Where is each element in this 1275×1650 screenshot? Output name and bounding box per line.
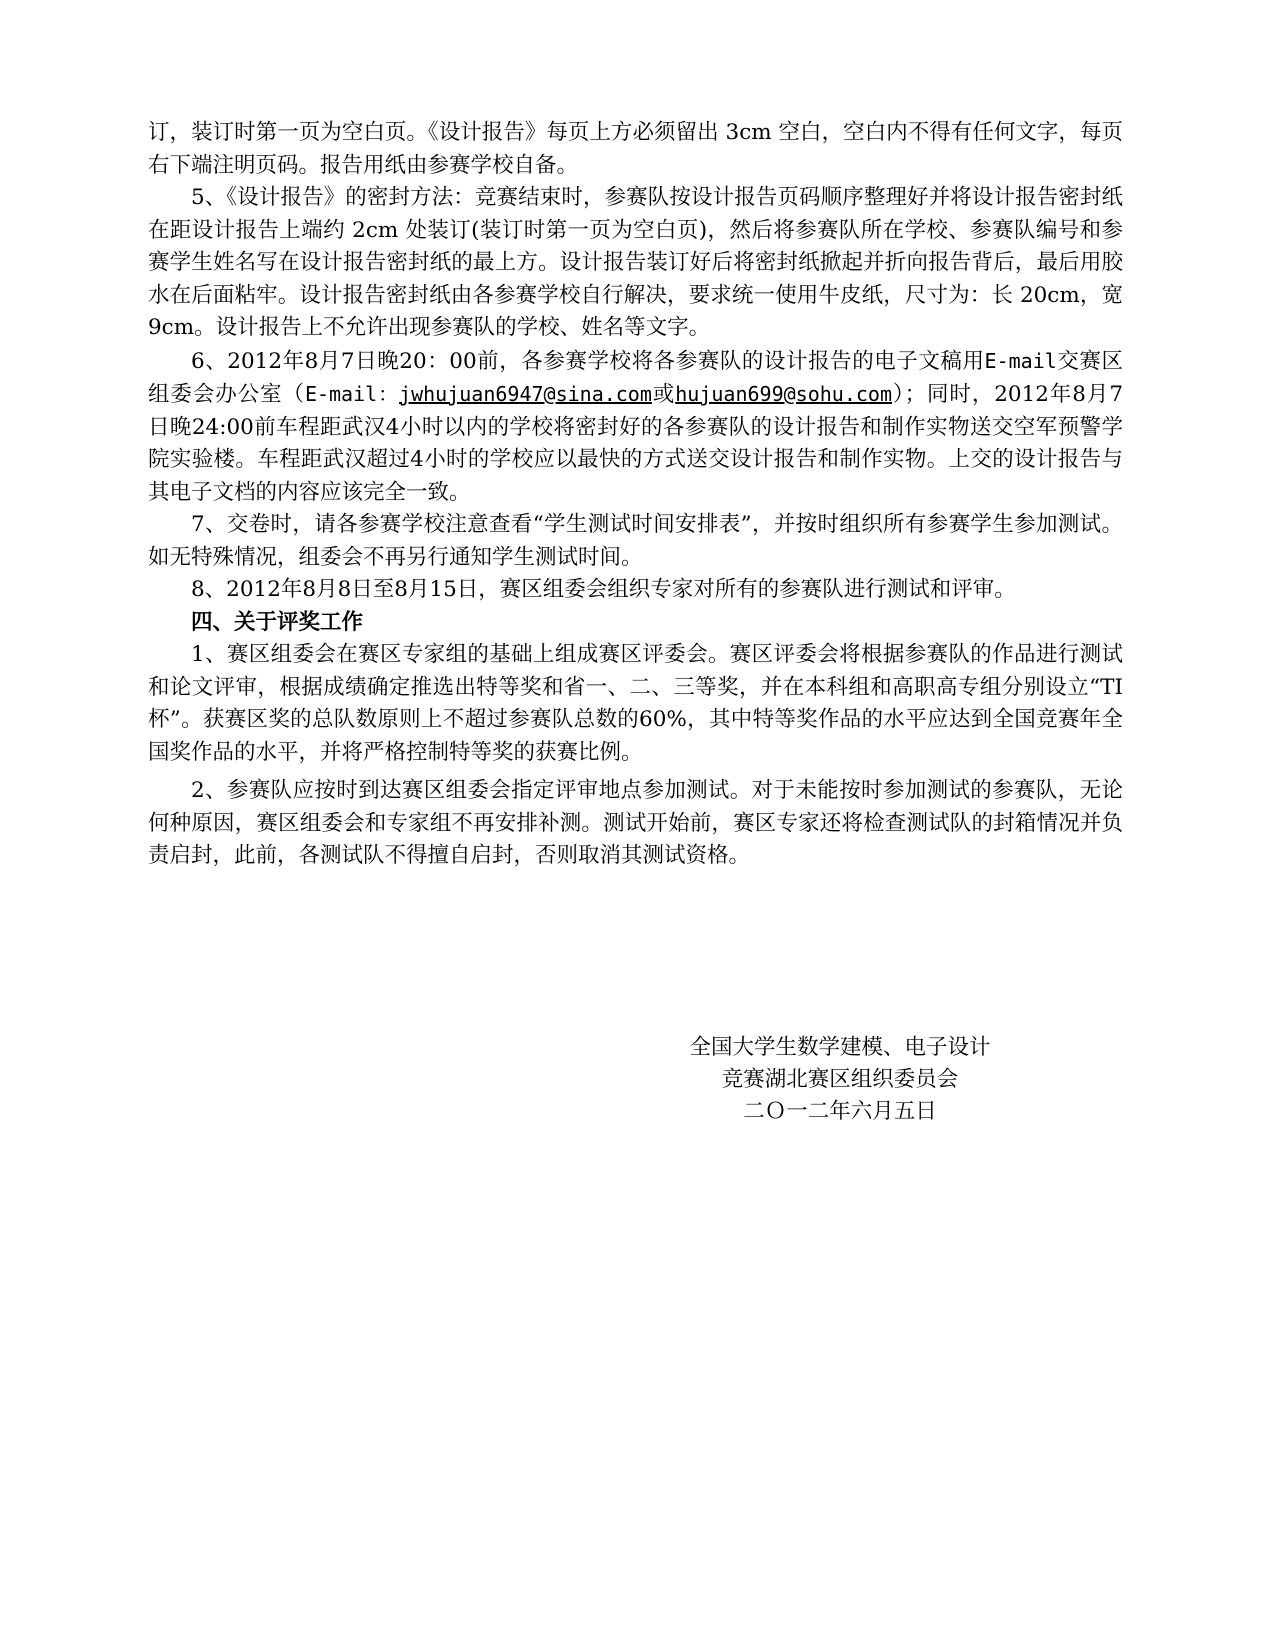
paragraph-continuation: 订，装订时第一页为空白页。《设计报告》每页上方必须留出 3cm 空白，空白内不得有任何文字，每页右下端注明页码。报告用纸由参赛学校自备。 — [148, 120, 1123, 178]
section-heading-awards: 四、关于评奖工作 — [191, 609, 364, 635]
item-6-text-a: 6、2012年8月7日晚20：00前，各参赛学校将各参赛队的设计报告的电子文稿用 — [191, 348, 985, 374]
item-6-email-label-2: E-mail： — [304, 382, 400, 406]
paragraph-item-5: 5、《设计报告》的密封方法：竞赛结束时，参赛队按设计报告页码顺序整理好并将设计报告密封纸在距设计报告上端约 2cm 处装订(装订时第一页为空白页)，然后将参赛队所在学校、参赛队编号和参赛学生姓名写在设计报告密封纸的最上方。设计报告装订好后将密封纸掀起并折向报告背后，最后用胶水在后面粘牢。设计报告密封纸由各参赛学校自行解决，要求统一使用牛皮纸，尺寸为：长 20cm，宽 9cm。设计报告上不允许出现参赛队的学校、姓名等文字。 — [148, 185, 1123, 340]
paragraph-item-8: 8、2012年8月8日至8月15日，赛区组委会组织专家对所有的参赛队进行测试和评审。 — [191, 577, 1016, 602]
item-6-text-c: ）；同时，2012年8月7日晚24:00前车程距武汉4小时以内的学校将密封好的各参赛队的设计报告和制作实物送交空军预警学院实验楼。车程距武汉超过4小时的学校应以最快的方式送交设计报告和制作实物。上交的设计报告与其电子文档的内容应该完全一致。 — [148, 382, 1123, 505]
paragraph-awards-1: 1、赛区组委会在赛区专家组的基础上组成赛区评委会。赛区评委会将根据参赛队的作品进行测试和论文评审，根据成绩确定推选出特等奖和省一、二、三等奖，并在本科组和高职高专组分别设立“TI杯”。获赛区奖的总队数原则上不超过参赛队总数的60%，其中特等奖作品的水平应达到全国竞赛年全国奖作品的水平，并将严格控制特等奖的获赛比例。 — [148, 642, 1123, 765]
document-body — [148, 117, 1123, 873]
paragraph-item-6 — [148, 345, 1123, 510]
item-6-or: 或 — [651, 382, 676, 407]
paragraph-awards-2: 2、参赛队应按时到达赛区组委会指定评审地点参加测试。对于未能按时参加测试的参赛队，无论何种原因，赛区组委会和专家组不再安排补测。测试开始前，赛区专家还将检查测试队的封箱情况并负责启封，此前，各测试队不得擅自启封，否则取消其测试资格。 — [148, 778, 1123, 868]
item-6-text-b: 交赛区组委会办公室（ — [148, 348, 1123, 407]
signature-organization-line-1: 全国大学生数学建模、电子设计 — [689, 1035, 991, 1060]
email-link-sina[interactable]: jwhujuan6947@sina.com — [399, 382, 652, 406]
signature-date: 二Ｏ一二年六月五日 — [743, 1099, 937, 1124]
item-6-email-label: E-mail — [984, 348, 1057, 373]
signature-organization-line-2: 竞赛湖北赛区组织委员会 — [721, 1067, 959, 1092]
paragraph-item-7: 7、交卷时，请各参赛学校注意查看“学生测试时间安排表”，并按时组织所有参赛学生参加测试。如无特殊情况，组委会不再另行通知学生测试时间。 — [148, 512, 1123, 570]
email-link-sohu[interactable]: hujuan699@sohu.com — [675, 382, 892, 406]
signature-block — [660, 1032, 1020, 1128]
